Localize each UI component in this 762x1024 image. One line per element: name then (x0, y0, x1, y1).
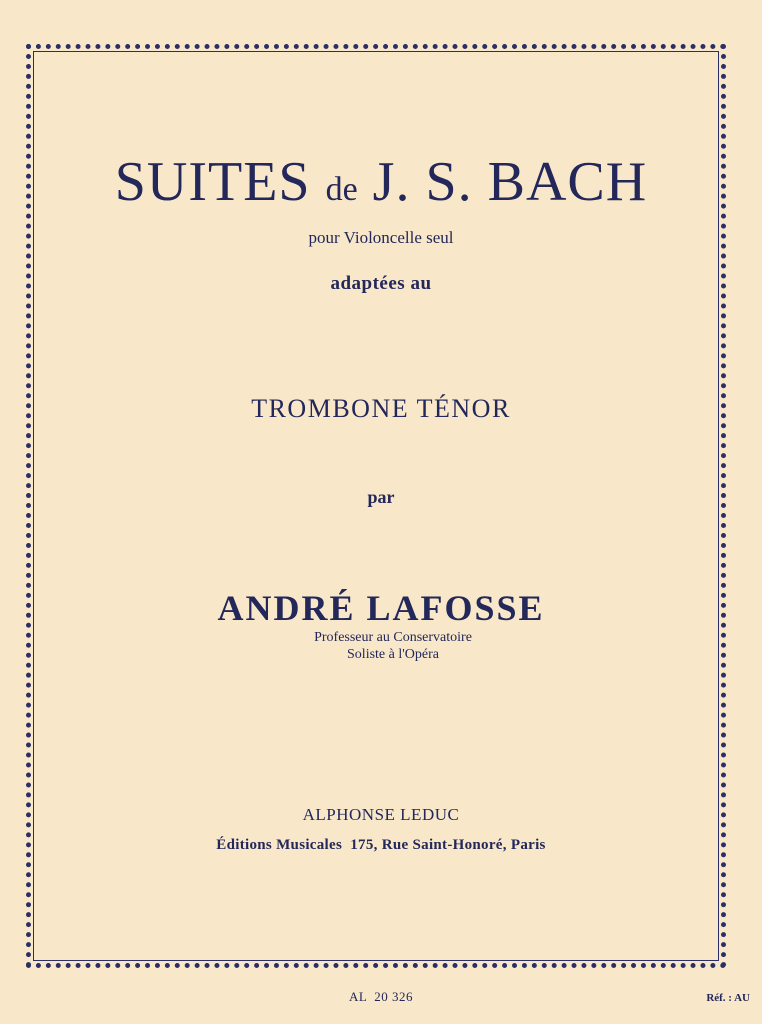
arranger-name: ANDRÉ LAFOSSE (217, 588, 545, 628)
title-composer: J. S. BACH (372, 151, 648, 213)
arranger-credit-opera: Soliste à l'Opéra (347, 647, 439, 662)
reference-code: Réf. : AU (706, 992, 750, 1004)
title-de: de (325, 171, 358, 208)
catalog-number: AL 20 326 (348, 989, 414, 1004)
original-instrument-subtitle: pour Violoncelle seul (308, 228, 454, 247)
instrument-heading: TROMBONE TÉNOR (251, 394, 511, 423)
by-label: par (367, 487, 395, 507)
adapted-subtitle: adaptées au (330, 273, 432, 294)
cover-title (0, 150, 762, 222)
publisher-address: Éditions Musicales 175, Rue Saint-Honoré, Paris (216, 837, 546, 853)
title-suites: SUITES (114, 151, 311, 213)
arranger-credit-conservatoire: Professeur au Conservatoire (314, 630, 472, 645)
publisher-name: ALPHONSE LEDUC (302, 805, 460, 824)
